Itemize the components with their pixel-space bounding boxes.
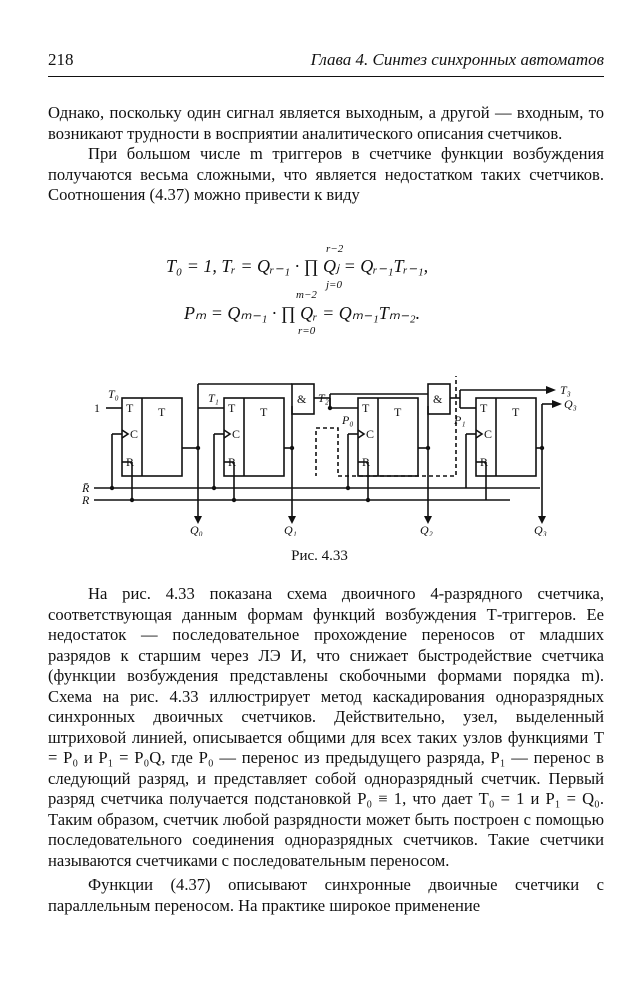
ff1-t-right-label: T <box>260 405 268 419</box>
ff2-c-label: C <box>366 427 375 441</box>
p1-label: P₁ <box>454 413 466 427</box>
and-gate-2-label: & <box>433 392 443 406</box>
ff2-t-label: T <box>362 401 370 415</box>
paragraph: При большом числе m триггеров в счетчике функции возбуждения получаются весьма сложными, что является недостатком таких счетчиков. Соотношения (4.37) можно привести к виду <box>48 144 604 204</box>
running-header <box>48 50 604 72</box>
formula-prod-upper-1: r−2 <box>326 244 344 255</box>
circuit-diagram <box>80 376 600 536</box>
ff3-c-label: C <box>484 427 493 441</box>
formula-line-1: T₀ = 1, Tᵣ = Qᵣ₋₁ · ∏ Qⱼ = Qᵣ₋₁Tᵣ₋₁, <box>166 256 429 276</box>
t3-label: T₃ <box>560 383 571 397</box>
header-rule <box>48 76 604 77</box>
q2-label: Q₂ <box>420 523 433 536</box>
ff2-t-right-label: T <box>394 405 402 419</box>
ff3-t-right-label: T <box>512 405 520 419</box>
page-number: 218 <box>48 50 74 69</box>
paragraph: Функции (4.37) описывают синхронные двоичные счетчики с параллельным переносом. На практике широкое применение <box>48 875 604 915</box>
p0-label: P₀ <box>342 413 354 427</box>
ff1-r-label: R <box>228 455 237 469</box>
t2-label: T₂ <box>318 391 329 405</box>
ff1-c-label: C <box>232 427 241 441</box>
formula-block <box>120 244 540 344</box>
ff0-t-label: T <box>126 401 134 415</box>
chapter-title: Глава 4. Синтез синхронных автоматов <box>310 50 604 69</box>
and-gate-1-label: & <box>297 392 307 406</box>
ff0-c-label: C <box>130 427 139 441</box>
figure-caption: Рис. 4.33 <box>291 548 348 564</box>
ff1-t-label: T <box>228 401 236 415</box>
ff0-t-right-label: T <box>158 405 166 419</box>
ff0-r-label: R <box>126 455 135 469</box>
ff3-r-label: R <box>480 455 489 469</box>
text-block-bottom <box>48 584 604 916</box>
input-one-label: 1 <box>94 401 100 415</box>
formula-prod-lower-2: r=0 <box>298 325 316 337</box>
formula-prod-lower-1: j=0 <box>326 279 342 291</box>
reset-bus-label: R <box>82 493 90 507</box>
q0-label: Q₀ <box>190 523 203 536</box>
formula-svg <box>120 244 540 344</box>
q1-label: Q₁ <box>284 523 297 536</box>
paragraph: На рис. 4.33 показана схема двоичного 4-разрядного счетчика, соответствующая данным формам функций возбуждения Т-триггеров. Ее недостаток — последовательное прохождение переносов от младших разрядов к старшим через ЛЭ И, что снижает быстродействие счетчика (функции возбуждения представлены скобочными формами порядка m). Схема на рис. 4.33 иллюстрирует метод каскадирования одноразрядных синхронных двоичных счетчиков. Действительно, узел, выделенный штриховой линией, описывается общими для всех таких узлов функциями T = P₀ и P₁ = P₀Q, где P₀ — перенос из предыдущего разряда, P₁ — перенос в следующий разряд, и представляет собой одноразрядный счетчик. Первый разряд счетчика получается подстановкой P₀ ≡ 1, что дает T₀ = 1 и P₁ = Q₀. Таким образом, счетчик любой разрядности может быть построен с помощью последовательного соединения одноразрядных счетчиков. Такие счетчики называются счетчиками с последовательным переносом. <box>48 584 604 870</box>
text-block-top <box>48 103 604 206</box>
ff2-r-label: R <box>362 455 371 469</box>
q3-output-label: Q₃ <box>564 397 577 411</box>
t0-label: T₀ <box>108 387 119 401</box>
formula-line-2: Pₘ = Qₘ₋₁ · ∏ Qᵣ = Qₘ₋₁Tₘ₋₂. <box>184 303 421 323</box>
t1-label: T₁ <box>208 391 219 405</box>
ff3-t-label: T <box>480 401 488 415</box>
clock-bus-label: R̄ <box>82 481 90 495</box>
q3-label: Q₃ <box>534 523 547 536</box>
paragraph: Однако, поскольку один сигнал является выходным, а другой — входным, то возникают трудности в восприятии аналитического описания счетчиков. <box>48 103 604 143</box>
formula-prod-upper-2: m−2 <box>296 289 317 301</box>
dashed-node-outline <box>316 376 456 476</box>
